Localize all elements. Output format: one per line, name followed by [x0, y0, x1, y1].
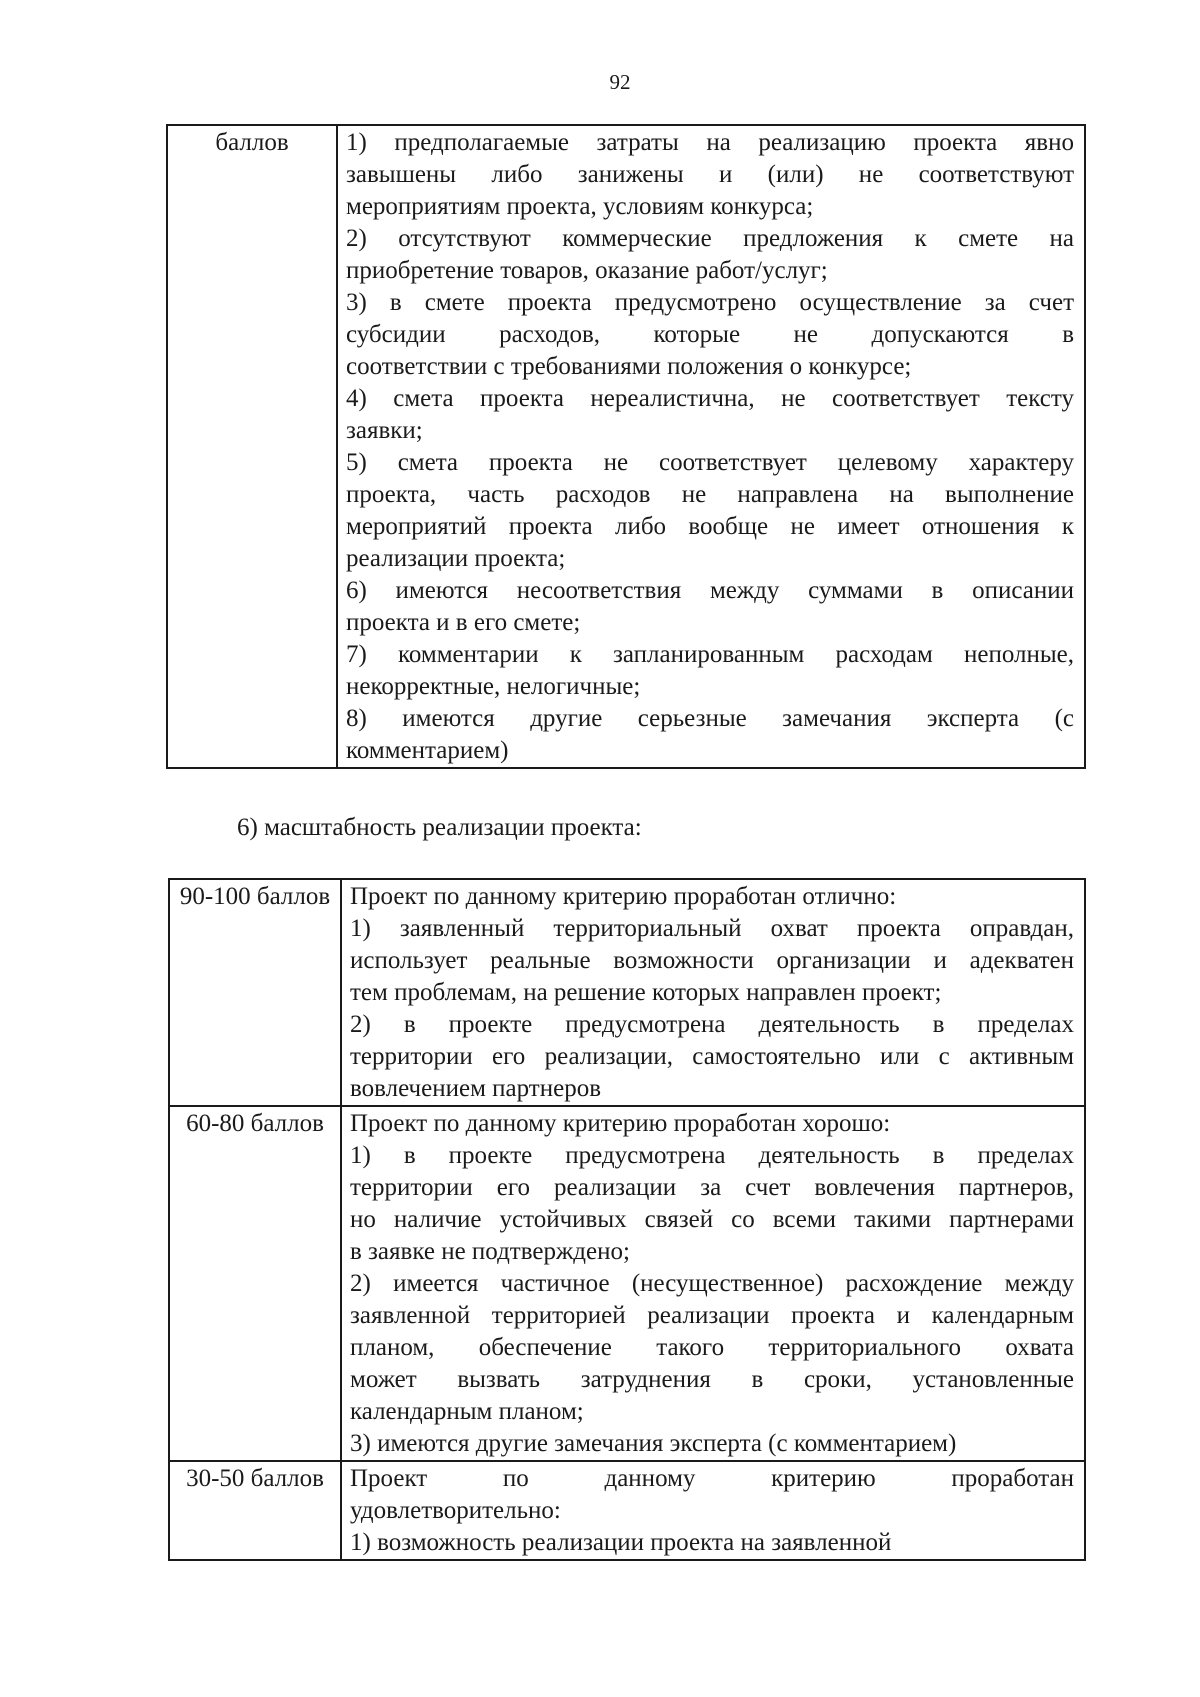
score-cell: баллов: [167, 125, 337, 768]
description-cell: [341, 1106, 1085, 1461]
description-line: 2) в проекте предусмотрена деятельность в пределах: [350, 1011, 1074, 1038]
description-line: субсидии расходов, которые не допускаются в: [346, 321, 1074, 348]
description-line: завышены либо занижены и (или) не соответствуют: [346, 161, 1074, 188]
description-line: мероприятиям проекта, условиям конкурса;: [346, 193, 814, 220]
description-line: 4) смета проекта нереалистична, не соответствует тексту: [346, 385, 1074, 412]
description-line: календарным планом;: [350, 1398, 584, 1425]
description-line: территории его реализации, самостоятельно или с активным: [350, 1043, 1074, 1070]
description-line: 6) имеются несоответствия между суммами в описании: [346, 577, 1074, 604]
description-line: приобретение товаров, оказание работ/услуг;: [346, 257, 828, 284]
description-line: в заявке не подтверждено;: [350, 1238, 630, 1265]
description-line: вовлечением партнеров: [350, 1075, 602, 1102]
description-line: проекта и в его смете;: [346, 609, 581, 636]
page-number: 92: [609, 70, 631, 94]
criteria-row: [169, 1106, 1085, 1461]
score-cell: 30-50 баллов: [169, 1461, 341, 1560]
description-line: реализации проекта;: [346, 545, 566, 572]
description-line: некорректные, нелогичные;: [346, 673, 641, 700]
description-line: 8) имеются другие серьезные замечания эксперта (с: [346, 705, 1074, 732]
description-cell: [341, 879, 1085, 1106]
criteria-row: [169, 879, 1085, 1106]
description-line: Проект по данному критерию проработан отлично:: [350, 883, 897, 910]
score-cell: 60-80 баллов: [169, 1106, 341, 1461]
description-line: 2) имеется частичное (несущественное) расхождение между: [350, 1270, 1074, 1297]
description-line: удовлетворительно:: [350, 1497, 561, 1524]
criteria-table-budget: [166, 124, 1086, 769]
criteria-row: [167, 125, 1085, 768]
description-cell: [337, 125, 1085, 768]
description-line: может вызвать затруднения в сроки, установленные: [350, 1366, 1074, 1393]
description-line: 1) возможность реализации проекта на заявленной: [350, 1529, 892, 1556]
description-line: но наличие устойчивых связей со всеми такими партнерами: [350, 1206, 1074, 1233]
description-line: мероприятий проекта либо вообще не имеет отношения к: [346, 513, 1074, 540]
description-line: 7) комментарии к запланированным расходам неполные,: [346, 641, 1074, 668]
description-line: 3) в смете проекта предусмотрено осуществление за счет: [346, 289, 1074, 316]
description-line: комментарием): [346, 737, 509, 764]
description-line: 5) смета проекта не соответствует целевому характеру: [346, 449, 1074, 476]
description-line: использует реальные возможности организации и адекватен: [350, 947, 1074, 974]
description-line: заявленной территорией реализации проекта и календарным: [350, 1302, 1074, 1329]
description-cell: [341, 1461, 1085, 1560]
description-line: планом, обеспечение такого территориального охвата: [350, 1334, 1074, 1361]
criteria-row: [169, 1461, 1085, 1560]
description-line: Проект по данному критерию проработан: [350, 1465, 1074, 1492]
description-line: Проект по данному критерию проработан хорошо:: [350, 1110, 891, 1137]
score-cell: 90-100 баллов: [169, 879, 341, 1106]
description-line: соответствии с требованиями положения о конкурсе;: [346, 353, 912, 380]
description-line: тем проблемам, на решение которых направлен проект;: [350, 979, 942, 1006]
description-line: 1) предполагаемые затраты на реализацию проекта явно: [346, 129, 1074, 156]
description-line: 1) в проекте предусмотрена деятельность в пределах: [350, 1142, 1074, 1169]
description-line: заявки;: [346, 417, 423, 444]
description-line: 3) имеются другие замечания эксперта (с комментарием): [350, 1430, 957, 1457]
criteria-table-scale: [168, 878, 1086, 1561]
description-line: 2) отсутствуют коммерческие предложения к смете на: [346, 225, 1074, 252]
section-heading: 6) масштабность реализации проекта:: [237, 814, 642, 841]
description-line: территории его реализации за счет вовлечения партнеров,: [350, 1174, 1074, 1201]
description-line: проекта, часть расходов не направлена на выполнение: [346, 481, 1074, 508]
description-line: 1) заявленный территориальный охват проекта оправдан,: [350, 915, 1074, 942]
